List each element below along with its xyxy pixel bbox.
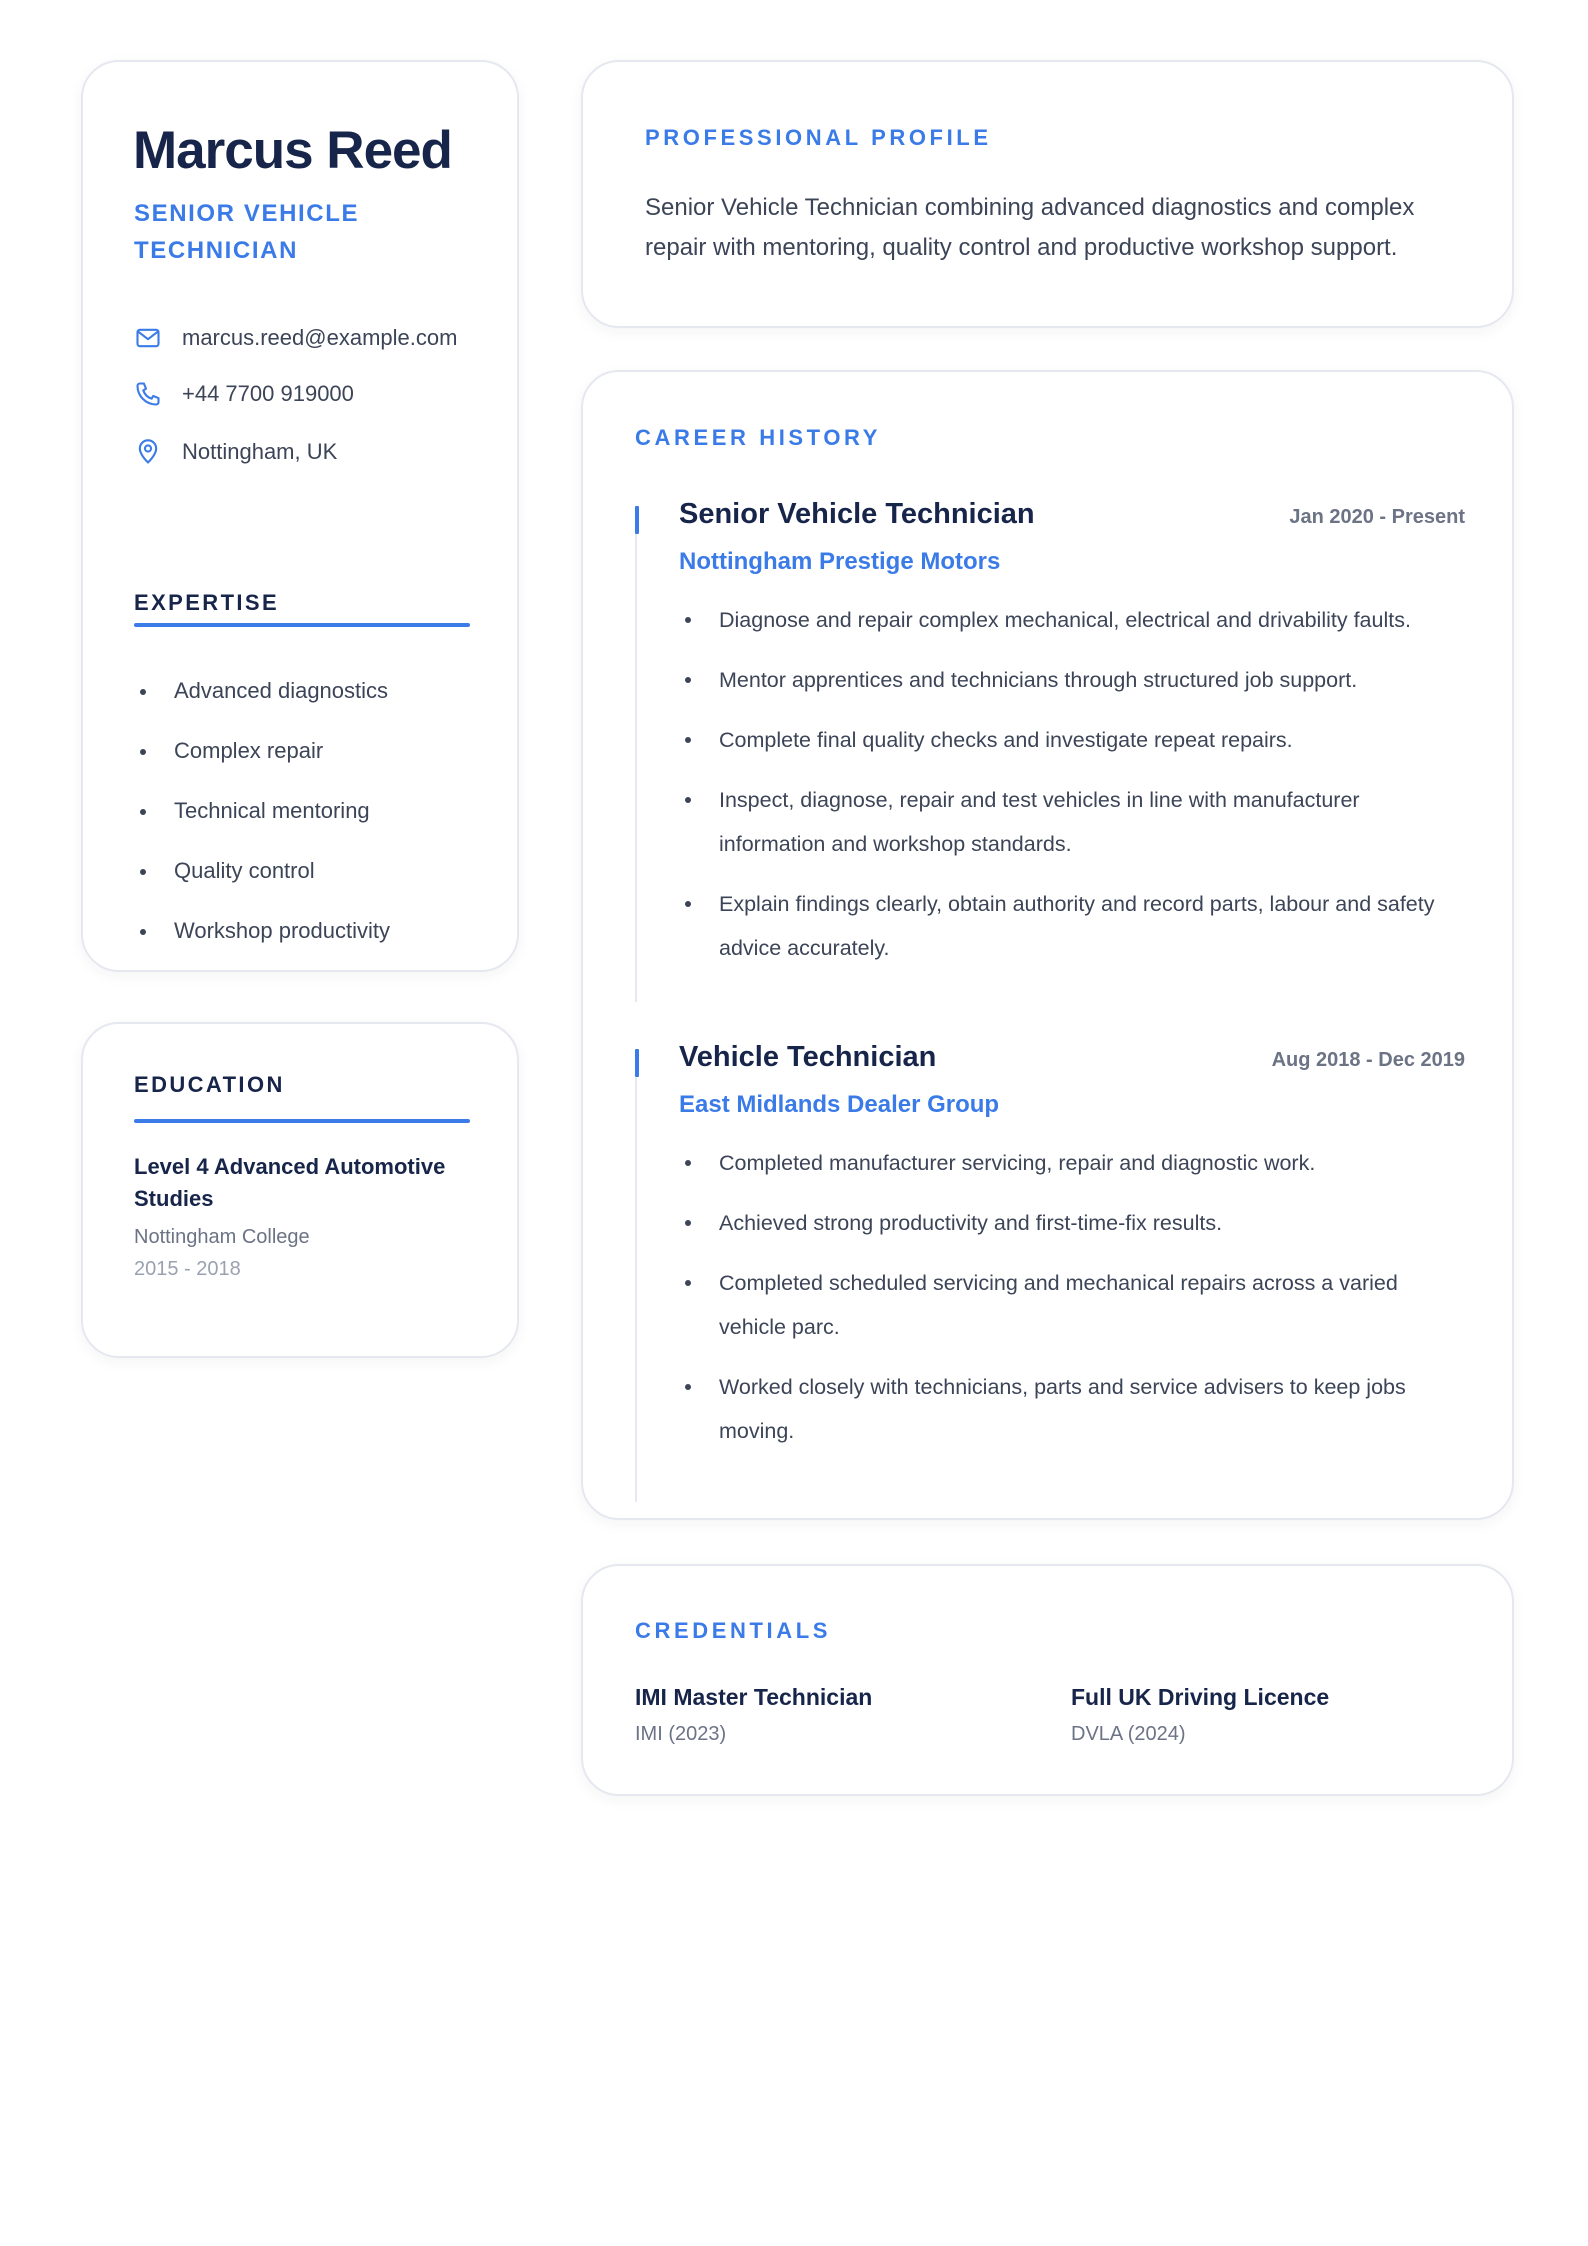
education-card bbox=[81, 1022, 519, 1358]
profile-header-card bbox=[81, 60, 519, 972]
contact-phone-text: +44 7700 919000 bbox=[182, 381, 354, 406]
profile-heading: PROFESSIONAL PROFILE bbox=[645, 125, 992, 150]
list-item: Achieved strong productivity and first-time-fix results. bbox=[679, 1201, 1459, 1245]
contact-location-text: Nottingham, UK bbox=[182, 439, 338, 464]
education-divider bbox=[134, 1119, 470, 1123]
list-item: Diagnose and repair complex mechanical, electrical and drivability faults. bbox=[679, 598, 1459, 642]
list-item: Advanced diagnostics bbox=[134, 676, 390, 736]
job-title: Vehicle Technician bbox=[679, 1041, 937, 1073]
professional-profile-card bbox=[581, 60, 1514, 328]
job-bullets bbox=[679, 1141, 1459, 1469]
list-item: Workshop productivity bbox=[134, 916, 390, 976]
contact-email-text: marcus.reed@example.com bbox=[182, 325, 458, 350]
education-years: 2015 - 2018 bbox=[134, 1258, 241, 1280]
credentials-heading: CREDENTIALS bbox=[635, 1618, 832, 1643]
list-item: Mentor apprentices and technicians through structured job support. bbox=[679, 658, 1459, 702]
job-dates: Aug 2018 - Dec 2019 bbox=[1271, 1049, 1465, 1071]
credentials-card bbox=[581, 1564, 1514, 1796]
expertise-list bbox=[134, 676, 390, 976]
credential-name: IMI Master Technician bbox=[635, 1684, 873, 1710]
credential-item bbox=[1071, 1684, 1329, 1746]
contact-location bbox=[134, 438, 337, 466]
contact-phone[interactable] bbox=[134, 380, 354, 408]
job-bullets bbox=[679, 598, 1459, 986]
list-item: Inspect, diagnose, repair and test vehicles in line with manufacturer information and workshop standards. bbox=[679, 778, 1459, 866]
candidate-name: Marcus Reed bbox=[133, 121, 452, 180]
list-item: Completed manufacturer servicing, repair and diagnostic work. bbox=[679, 1141, 1459, 1185]
expertise-divider bbox=[134, 623, 470, 627]
profile-summary: Senior Vehicle Technician combining advanced diagnostics and complex repair with mentoring, quality control and productive workshop support. bbox=[645, 194, 1415, 261]
education-school: Nottingham College bbox=[134, 1226, 310, 1248]
career-heading: CAREER HISTORY bbox=[635, 425, 881, 450]
list-item: Quality control bbox=[134, 856, 390, 916]
credential-issuer: IMI (2023) bbox=[635, 1723, 727, 1745]
list-item: Complete final quality checks and investigate repeat repairs. bbox=[679, 718, 1459, 762]
job-timeline-line bbox=[635, 1077, 637, 1502]
credential-name: Full UK Driving Licence bbox=[1071, 1684, 1330, 1710]
envelope-icon bbox=[134, 324, 162, 352]
career-history-card bbox=[581, 370, 1514, 1520]
list-item: Completed scheduled servicing and mechanical repairs across a varied vehicle parc. bbox=[679, 1261, 1459, 1349]
candidate-role: SENIOR VEHICLE TECHNICIAN bbox=[134, 200, 360, 264]
list-item: Technical mentoring bbox=[134, 796, 390, 856]
contact-email[interactable] bbox=[134, 324, 457, 352]
education-degree: Level 4 Advanced Automotive Studies bbox=[134, 1154, 446, 1211]
job-timeline-line bbox=[635, 534, 637, 1002]
credential-issuer: DVLA (2024) bbox=[1071, 1723, 1186, 1745]
expertise-heading: EXPERTISE bbox=[134, 590, 280, 615]
job-dates: Jan 2020 - Present bbox=[1289, 506, 1465, 528]
map-pin-icon bbox=[134, 438, 162, 466]
list-item: Complex repair bbox=[134, 736, 390, 796]
credential-item bbox=[635, 1684, 872, 1746]
job-company: Nottingham Prestige Motors bbox=[679, 548, 1001, 575]
job-accent-bar bbox=[635, 506, 639, 534]
job-accent-bar bbox=[635, 1049, 639, 1077]
phone-icon bbox=[134, 380, 162, 408]
list-item: Explain findings clearly, obtain authority and record parts, labour and safety advice accurately. bbox=[679, 882, 1459, 970]
education-heading: EDUCATION bbox=[134, 1072, 285, 1097]
job-company: East Midlands Dealer Group bbox=[679, 1091, 1000, 1118]
list-item: Worked closely with technicians, parts and service advisers to keep jobs moving. bbox=[679, 1365, 1459, 1453]
job-title: Senior Vehicle Technician bbox=[679, 498, 1035, 530]
